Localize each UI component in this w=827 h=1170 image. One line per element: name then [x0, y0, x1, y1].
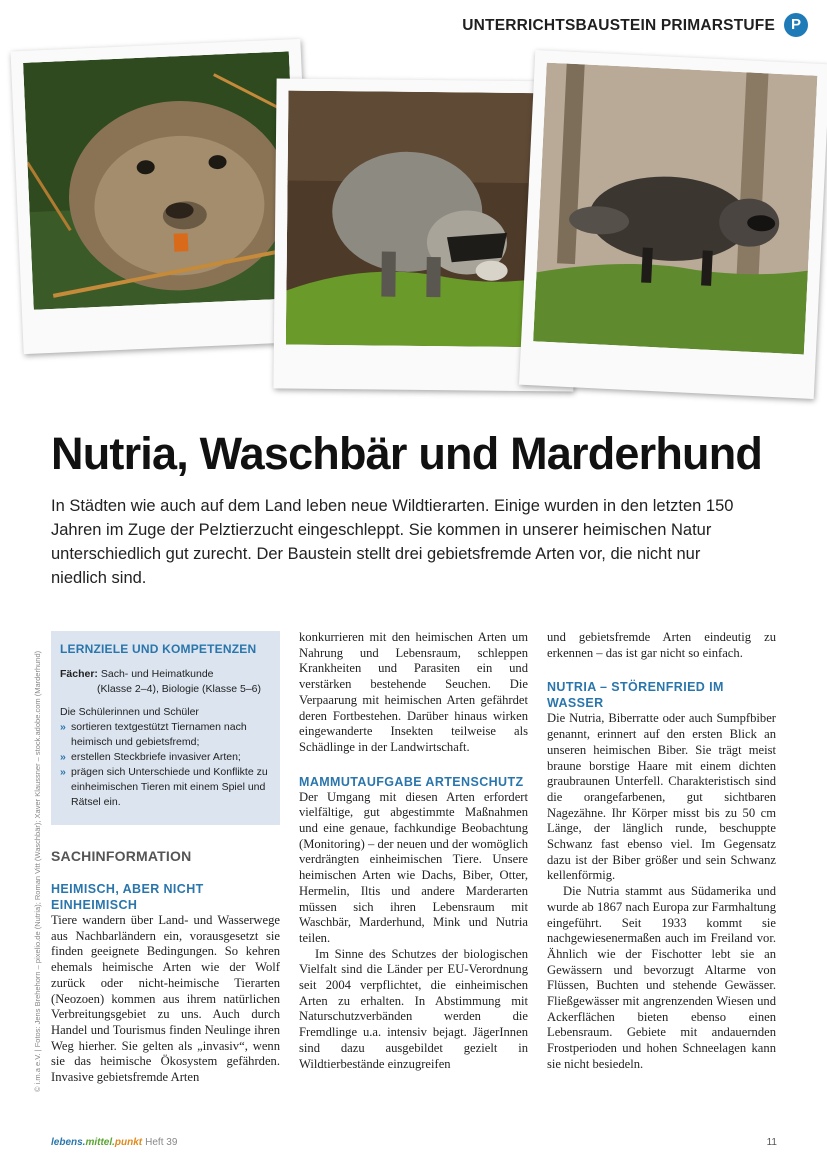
- lernziele-lead: Die Schülerinnen und Schüler: [60, 706, 199, 718]
- paragraph: und gebietsfremde Arten eindeutig zu erkennen – das ist gar nicht so einfach.: [547, 630, 776, 660]
- column-3: [547, 630, 776, 1073]
- issue-number: Heft 39: [145, 1137, 178, 1148]
- list-item: » erstellen Steckbriefe invasiver Arten;: [60, 751, 241, 763]
- bullet-icon: »: [60, 766, 66, 778]
- paragraph: konkurrieren mit den heimischen Arten um Nahrung und Lebensraum, schleppen Krankheiten und Parasiten ein und verstärken bestehende Seuchen. Die Verpaarung mit heimischen Arten gefährdet deren Fortbestehen. Darüber hinaus wirken eingewanderte Insekten teilweise als Schädlinge in der Landwirtschaft.: [299, 630, 528, 754]
- list-item: » sortieren textgestützt Tiernamen nach heimisch und gebietsfremd;: [60, 721, 247, 748]
- sachinformation-heading: SACHINFORMATION: [51, 848, 192, 864]
- polaroid-nutria: [11, 39, 314, 354]
- column-2: [299, 630, 528, 1072]
- photo-credit: © i.m.a e.V. | Fotos: Jens Brehehorn – pixelio.de (Nutria); Roman Vitt (Waschbär); Xaver Klaussner – stock.adobe.com (Marderhund): [33, 650, 42, 1092]
- page-number: 11: [766, 1137, 777, 1148]
- faecher-line: [60, 667, 271, 682]
- raccoon-dog-photo-image: [533, 63, 817, 355]
- magazine-logo: lebens.mittel.punkt Heft 39: [51, 1137, 178, 1148]
- faecher-label: Fächer:: [60, 668, 98, 680]
- marderhund-photo: [533, 63, 817, 355]
- paragraph: Die Nutria, Biberratte oder auch Sumpfbiber genannt, erinnert auf den ersten Blick an unseren heimischen Biber. Sie trägt meist braune borstige Haare mit einem dichten graubraunen Unterfell. Charakteristisch sind die orangefarbenen, gut sichtbaren Nagezähne. Ihr Körper misst bis zu 50 cm Länge, der länglich runde, beschuppte Schwanz fast ebenso viel. Im Gegensatz dazu ist der Biber größer und sein Schwanz kellenförmig.: [547, 711, 776, 883]
- lernziele-box: [51, 631, 280, 825]
- paragraph: Tiere wandern über Land- und Wasserwege aus Nachbarländern ein, vorausgesetzt sie finden geeignete Bedingungen. So kehren ehemals heimische Arten wie der Wolf zurück oder nicht-heimische Tierarten (Neozoen) kommen aus ihrem natürlichen Verbreitungsgebiet zu uns. Auch durch Handel und Tourismus finden Neulinge ihren Weg hierher. Sie gelten als „invasiv“, wenn sie das heimische Ökosystem gefährden. Invasive gebietsfremde Arten: [51, 913, 280, 1085]
- faecher-value-1: Sach- und Heimatkunde: [100, 668, 214, 680]
- nutria-photo: [23, 51, 300, 309]
- heading-heimisch: HEIMISCH, ABER NICHT EINHEIMISCH: [51, 882, 204, 912]
- primarstufe-badge: P: [784, 13, 808, 37]
- paragraph: Im Sinne des Schutzes der biologischen Vielfalt sind die Länder per EU-Verordnung seit 2004 verpflichtet, die einheimischen Arten zu erhalten. In Abstimmung mit Naturschutzverbänden werden die Fremdlinge u.a. intensiv bejagt. JägerInnen sind dazu ausgebildet gezielt in Wildtierbestände einzugreifen: [299, 946, 528, 1071]
- heading-mammutaufgabe: MAMMUTAUFGABE ARTENSCHUTZ: [299, 774, 524, 789]
- paragraph: Der Umgang mit diesen Arten erfordert vielfältige, gut abgestimmte Maßnahmen und eine genaue, fachkundige Beobachtung (Monitoring) – der neuen und der womöglich verdrängten einheimischen Tiere. Unsere heimischen Arten wie Dachs, Biber, Otter, Hermelin, Iltis und andere Marderarten müssen sich ihren Lebensraum mit Waschbär, Marderhund, Mink und Nutria teilen.: [299, 789, 528, 945]
- heading-nutria: NUTRIA – STÖRENFRIED IM WASSER: [547, 680, 724, 711]
- lernziele-title: LERNZIELE UND KOMPETENZEN: [60, 642, 257, 656]
- section-label: UNTERRICHTSBAUSTEIN PRIMARSTUFE: [462, 17, 775, 34]
- list-item: » prägen sich Unterschiede und Konflikte zu einheimischen Tieren mit einem Spiel und Rätsel ein.: [60, 766, 268, 808]
- nutria-photo-image: [23, 51, 300, 309]
- paragraph: Die Nutria stammt aus Südamerika und wurde ab 1867 nach Europa zur Farmhaltung eingeführt. Seit 1933 kommt sie nachgewiesenermaßen auch im Freiland vor. Ähnlich wie der Fischotter lebt sie an Gewässern und bevorzugt Altarme von Flüssen, Buchten und stehende Gewässer. Fließgewässer mit angrenzenden Wiesen und Ackerflächen bieten ebenso einen Lebensraum. Gebiete mit andauernden Frostperioden und hohen Schneelagen kann sie nicht besiedeln.: [547, 884, 776, 1071]
- intro-text: In Städten wie auch auf dem Land leben neue Wildtierarten. Einige wurden in den letzten 150 Jahren im Zuge der Pelztierzucht eingeschleppt. Sie kommen in unserer heimischen Natur unterschiedlich gut zurecht. Der Baustein stellt drei gebietsfremde Arten vor, die nicht nur niedlich sind.: [51, 497, 734, 587]
- faecher-value-2: (Klasse 2–4), Biologie (Klasse 5–6): [97, 683, 262, 695]
- lernziele-list: [60, 720, 271, 810]
- bullet-icon: »: [60, 721, 66, 733]
- page-title: Nutria, Waschbär und Marderhund: [51, 428, 763, 479]
- column-1: [51, 881, 280, 1086]
- bullet-icon: »: [60, 751, 66, 763]
- polaroid-marderhund: [519, 50, 827, 399]
